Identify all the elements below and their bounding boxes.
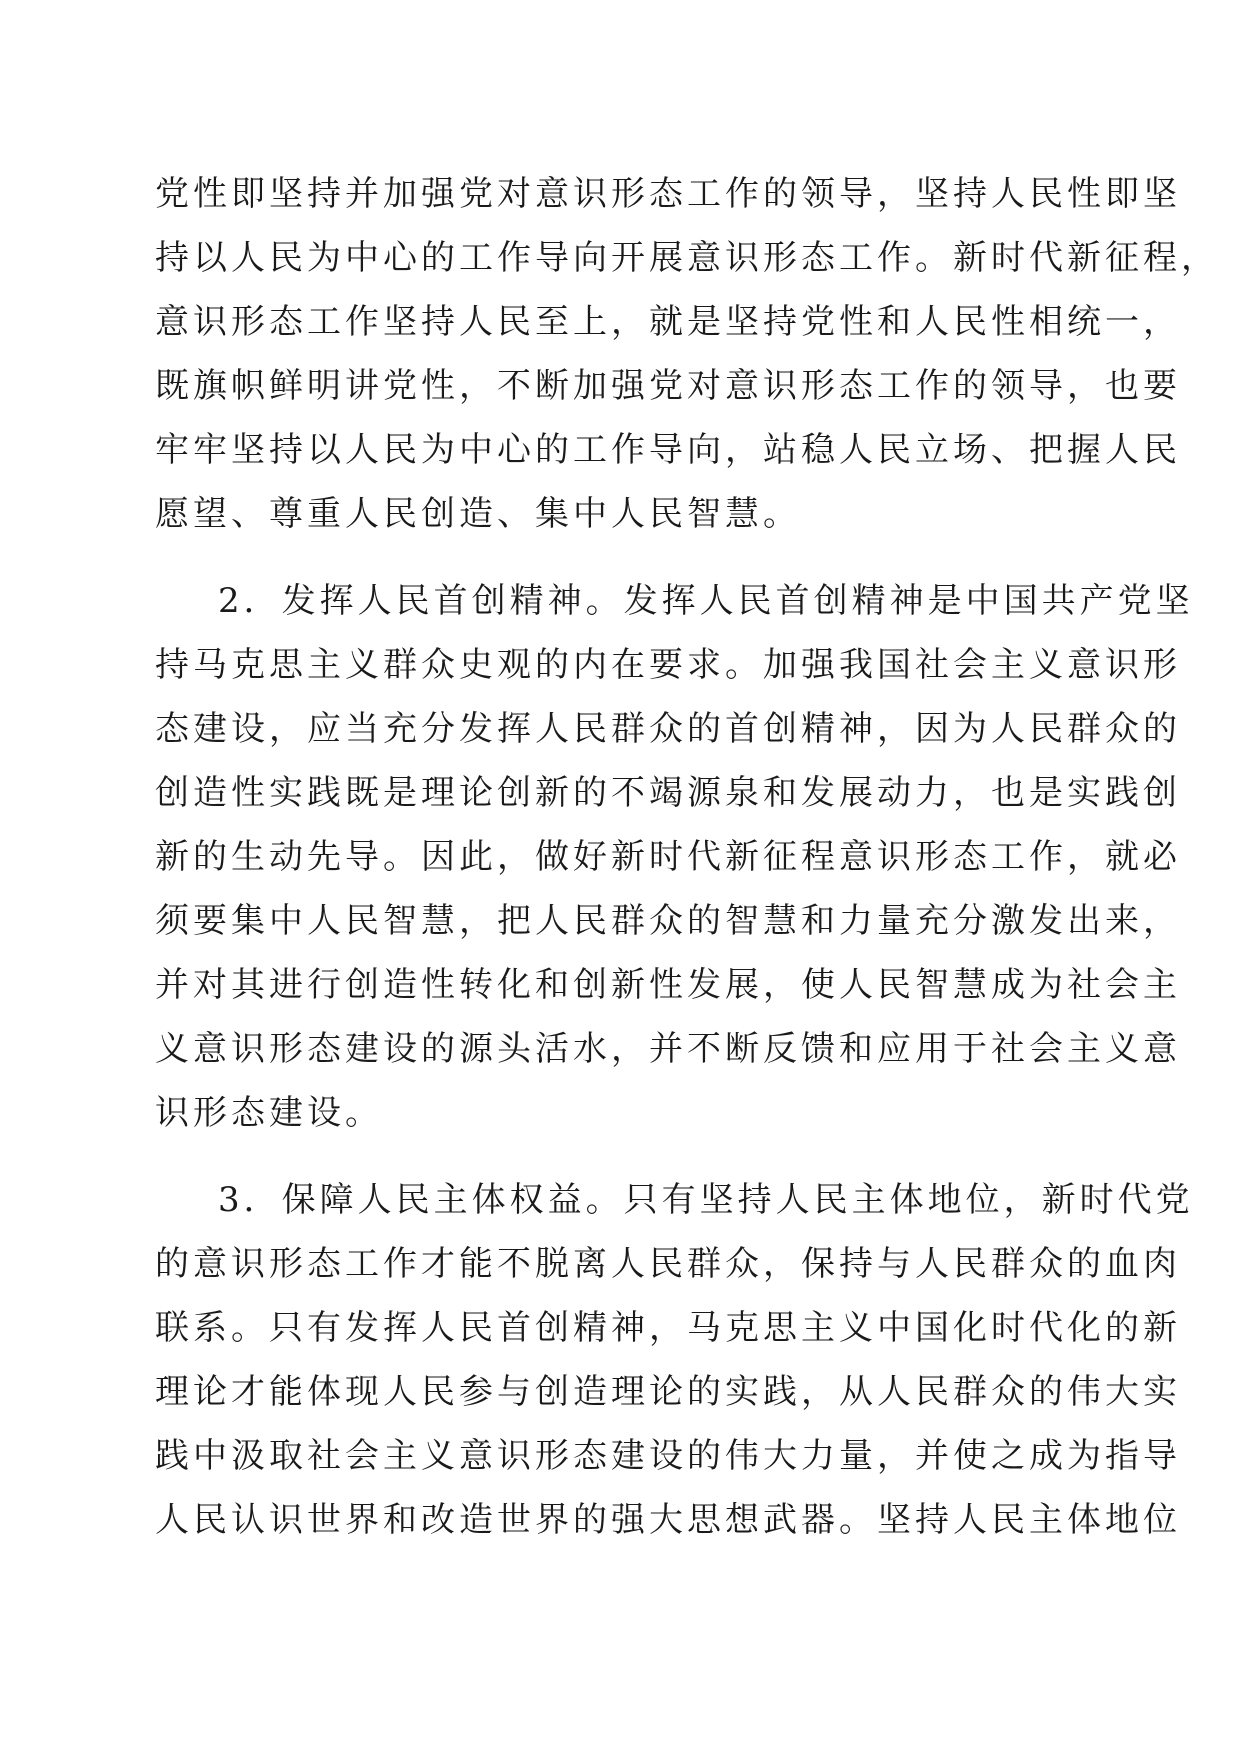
text-line: 理论才能体现人民参与创造理论的实践，从人民群众的伟大实	[155, 1372, 1181, 1412]
text-line: 持马克思主义群众史观的内在要求。加强我国社会主义意识形	[155, 645, 1181, 685]
text-line: 牢牢坚持以人民为中心的工作导向，站稳人民立场、把握人民	[155, 430, 1181, 470]
text-line: 愿望、尊重人民创造、集中人民智慧。	[155, 494, 801, 534]
text-line: 践中汲取社会主义意识形态建设的伟大力量，并使之成为指导	[155, 1436, 1181, 1476]
text-line: 识形态建设。	[155, 1093, 383, 1133]
section-heading-line: 3．保障人民主体权益。只有坚持人民主体地位，新时代党	[218, 1180, 1194, 1220]
text-line: 义意识形态建设的源头活水，并不断反馈和应用于社会主义意	[155, 1029, 1181, 1069]
text-line: 并对其进行创造性转化和创新性发展，使人民智慧成为社会主	[155, 965, 1181, 1005]
text-line: 持以人民为中心的工作导向开展意识形态工作。新时代新征程，	[155, 238, 1219, 278]
text-line: 意识形态工作坚持人民至上，就是坚持党性和人民性相统一，	[155, 302, 1181, 342]
text-line: 的意识形态工作才能不脱离人民群众，保持与人民群众的血肉	[155, 1244, 1181, 1284]
text-line: 既旗帜鲜明讲党性，不断加强党对意识形态工作的领导，也要	[155, 366, 1181, 406]
text-line: 态建设，应当充分发挥人民群众的首创精神，因为人民群众的	[155, 709, 1181, 749]
text-line: 人民认识世界和改造世界的强大思想武器。坚持人民主体地位	[155, 1500, 1181, 1540]
text-line: 党性即坚持并加强党对意识形态工作的领导，坚持人民性即坚	[155, 174, 1181, 214]
text-line: 新的生动先导。因此，做好新时代新征程意识形态工作，就必	[155, 837, 1181, 877]
text-line: 联系。只有发挥人民首创精神，马克思主义中国化时代化的新	[155, 1308, 1181, 1348]
text-line: 创造性实践既是理论创新的不竭源泉和发展动力，也是实践创	[155, 773, 1181, 813]
text-line: 须要集中人民智慧，把人民群众的智慧和力量充分激发出来，	[155, 901, 1181, 941]
section-heading-line: 2．发挥人民首创精神。发挥人民首创精神是中国共产党坚	[218, 581, 1194, 621]
